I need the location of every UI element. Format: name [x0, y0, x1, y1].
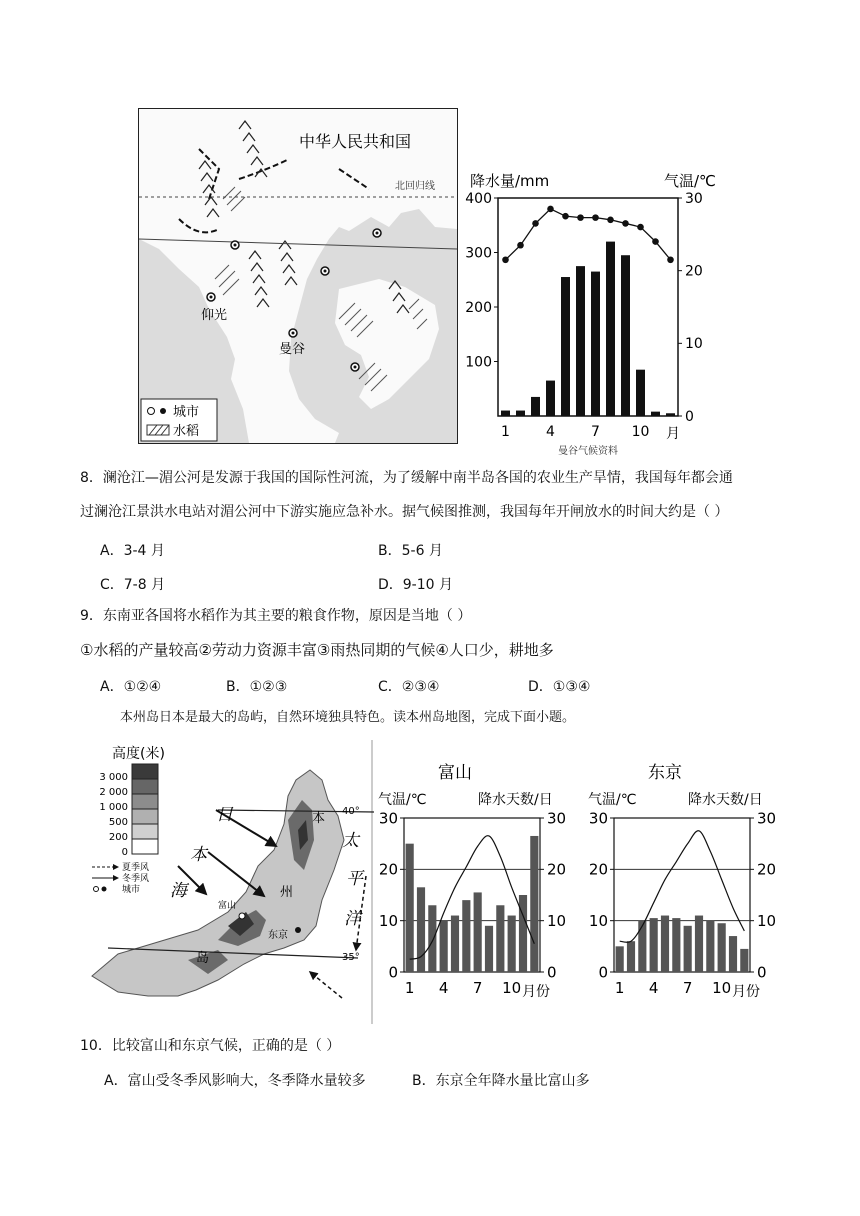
x-tick-label: 10	[712, 979, 732, 997]
right-tick-label: 0	[547, 963, 557, 982]
label-zhou: 州	[280, 885, 294, 900]
bar-month-4	[650, 918, 658, 972]
temp-point-month-4	[547, 206, 554, 213]
bar-month-1	[501, 411, 510, 416]
q9-option-c[interactable]: C．②③④	[378, 679, 440, 695]
x-tick-label: 1	[614, 979, 625, 997]
temp-point-month-5	[562, 213, 569, 220]
label-tokyo: 东京	[268, 930, 288, 941]
left-tick-label: 30	[588, 809, 608, 828]
bar-month-8	[695, 916, 703, 972]
right-tick-label: 20	[547, 860, 567, 879]
bar-month-4	[546, 381, 555, 416]
right-tick-label: 10	[685, 336, 703, 353]
temp-point-month-9	[622, 220, 629, 227]
elev-2000: 2 000	[99, 787, 128, 798]
x-tick-label: 4	[546, 424, 555, 440]
q10-stem: 10．比较富山和东京气候，正确的是（ ）	[80, 1038, 341, 1054]
left-tick-label: 0	[598, 963, 608, 982]
bar-month-11	[651, 412, 660, 416]
bar-month-5	[561, 277, 570, 416]
temp-point-month-2	[517, 242, 524, 249]
elev-0: 0	[121, 847, 128, 858]
q8-stem-line1: 8．澜沧江—湄公河是发源于我国的国际性河流，为了缓解中南半岛各国的农业生产旱情，我国每年都会通	[80, 470, 733, 486]
x-tick-label: 10	[502, 979, 522, 997]
x-tick-label: 1	[404, 979, 415, 997]
left-tick-label: 20	[378, 860, 398, 879]
bangkok-label: 曼谷	[279, 342, 306, 357]
tropic-label: 北回归线	[395, 181, 435, 192]
month-word: 月	[666, 426, 680, 442]
right-tick-label: 10	[757, 911, 777, 930]
indochina-map-drawing	[139, 109, 457, 443]
label-ping: 平	[346, 869, 363, 889]
temp-point-month-7	[592, 214, 599, 221]
q8-option-c[interactable]: C．7-8 月	[100, 577, 166, 593]
bar-month-9	[706, 921, 714, 972]
right-axis-title: 气温/℃	[664, 172, 716, 190]
bar-month-4	[440, 921, 448, 972]
elev-500: 500	[108, 817, 128, 828]
bar-month-3	[638, 921, 646, 972]
bar-month-7	[474, 892, 482, 972]
label-tai: 太	[342, 831, 359, 851]
bar-month-11	[519, 895, 527, 972]
chart-title: 东京	[648, 763, 682, 783]
chart-title: 富山	[438, 763, 472, 783]
q9-stem: 9．东南亚各国将水稻作为其主要的粮食作物，原因是当地（ ）	[80, 608, 472, 624]
x-tick-label: 4	[438, 979, 449, 997]
left-tick-label: 400	[465, 190, 492, 207]
left-tick-label: 200	[465, 299, 492, 316]
bar-month-7	[591, 272, 600, 416]
bangkok-climate-chart	[462, 162, 734, 462]
temp-point-month-10	[637, 224, 644, 231]
left-tick-label: 0	[388, 963, 398, 982]
city-symbol-icon	[94, 887, 99, 892]
city-symbol-icon	[148, 408, 155, 415]
bar-month-3	[531, 397, 540, 416]
q8-option-d[interactable]: D．9-10 月	[378, 577, 454, 593]
left-tick-label: 30	[378, 809, 398, 828]
q9-option-b[interactable]: B．①②③	[226, 679, 288, 695]
legend-rice-label: 水稻	[173, 424, 200, 439]
bar-month-12	[740, 949, 748, 972]
label-yang: 洋	[344, 909, 361, 929]
honshu-map	[88, 740, 374, 1024]
right-tick-label: 30	[685, 190, 703, 207]
bar-month-2	[516, 411, 525, 416]
label-ben: 本	[190, 845, 207, 865]
temperature-line	[506, 209, 671, 260]
x-tick-label: 7	[682, 979, 693, 997]
label-dao: 岛	[196, 951, 210, 966]
label-hai: 海	[170, 881, 187, 901]
left-tick-label: 20	[588, 860, 608, 879]
bar-month-1	[616, 946, 624, 972]
indochina-map	[138, 108, 458, 444]
right-tick-label: 20	[685, 263, 703, 280]
x-tick-label: 7	[472, 979, 483, 997]
label-ben2: 本	[312, 811, 326, 826]
bar-month-12	[530, 836, 538, 972]
temp-point-month-12	[667, 256, 674, 263]
temp-point-month-8	[607, 217, 614, 224]
bar-month-6	[462, 900, 470, 972]
bar-month-5	[451, 916, 459, 972]
bar-month-6	[672, 918, 680, 972]
x-tick-label: 1	[501, 424, 510, 440]
tokyo-climate-chart	[584, 760, 786, 1004]
bar-month-10	[718, 923, 726, 972]
label-toyama: 富山	[218, 901, 237, 911]
right-tick-label: 30	[547, 809, 567, 828]
x-tick-label: 10	[631, 424, 650, 440]
right-tick-label: 10	[547, 911, 567, 930]
q9-option-a[interactable]: A．①②④	[100, 679, 162, 695]
right-tick-label: 0	[685, 408, 694, 425]
toyama-climate-chart	[374, 760, 576, 1004]
label-40deg: 40°	[342, 806, 360, 817]
bar-month-7	[684, 926, 692, 972]
q9-items: ①水稻的产量较高②劳动力资源丰富③雨热同期的气候④人口少，耕地多	[80, 641, 554, 659]
right-tick-label: 0	[757, 963, 767, 982]
bar-month-3	[428, 905, 436, 972]
month-word: 月份	[522, 984, 550, 1000]
right-tick-label: 30	[757, 809, 777, 828]
bar-month-12	[666, 413, 675, 416]
month-word: 月份	[732, 984, 760, 1000]
temp-point-month-3	[532, 220, 539, 227]
china-label: 中华人民共和国	[299, 132, 412, 151]
bar-month-10	[636, 370, 645, 416]
temp-point-month-11	[652, 238, 659, 245]
label-ri: 日	[216, 805, 233, 825]
x-tick-label: 4	[648, 979, 659, 997]
right-axis-title: 降水天数/日	[478, 792, 553, 808]
left-axis-title: 气温/℃	[588, 792, 637, 808]
q8-stem-line2: 过澜沧江景洪水电站对湄公河中下游实施应急补水。据气候图推测，我国每年开闸放水的时间大约是（ ）	[80, 504, 729, 520]
bar-month-5	[661, 916, 669, 972]
q10-option-a[interactable]: A．富山受冬季风影响大，冬季降水量较多	[104, 1073, 366, 1089]
intro-text: 本州岛日本是最大的岛屿，自然环境独具特色。读本州岛地图，完成下面小题。	[120, 710, 576, 725]
label-35deg: 35°	[342, 952, 360, 963]
bar-month-2	[417, 887, 425, 972]
temp-point-month-1	[502, 256, 509, 263]
yangon-label: 仰光	[201, 308, 228, 323]
right-tick-label: 20	[757, 860, 777, 879]
legend-city: 城市	[122, 885, 141, 895]
left-tick-label: 100	[465, 354, 492, 371]
legend-summer: 夏季风	[122, 863, 150, 873]
q9-option-d[interactable]: D．①③④	[528, 679, 591, 695]
left-tick-label: 300	[465, 245, 492, 262]
elevation-legend	[132, 764, 158, 854]
elev-1000: 1 000	[99, 802, 128, 813]
chart1-frame	[498, 198, 678, 416]
chart1-source: 曼谷气候资料	[558, 446, 618, 457]
bar-month-2	[627, 941, 635, 972]
elevation-legend-title: 高度(米)	[112, 746, 165, 762]
elev-200: 200	[108, 832, 128, 843]
q10-option-b[interactable]: B．东京全年降水量比富山多	[412, 1073, 590, 1089]
q8-option-a[interactable]: A．3-4 月	[100, 543, 165, 559]
bar-month-11	[729, 936, 737, 972]
right-axis-title: 降水天数/日	[688, 792, 763, 808]
elev-3000: 3 000	[99, 772, 128, 783]
legend-city-label: 城市	[173, 405, 200, 420]
left-axis-title: 降水量/mm	[470, 172, 550, 190]
bar-month-9	[621, 255, 630, 416]
left-tick-label: 10	[378, 911, 398, 930]
temp-point-month-6	[577, 214, 584, 221]
left-tick-label: 10	[588, 911, 608, 930]
bar-month-8	[485, 926, 493, 972]
bar-month-8	[606, 242, 615, 416]
bar-month-1	[406, 844, 414, 972]
bar-month-9	[496, 905, 504, 972]
q8-option-b[interactable]: B．5-6 月	[378, 543, 443, 559]
left-axis-title: 气温/℃	[378, 792, 427, 808]
bar-month-10	[508, 916, 516, 972]
legend-winter: 冬季风	[122, 874, 150, 884]
bar-month-6	[576, 266, 585, 416]
x-tick-label: 7	[591, 424, 600, 440]
